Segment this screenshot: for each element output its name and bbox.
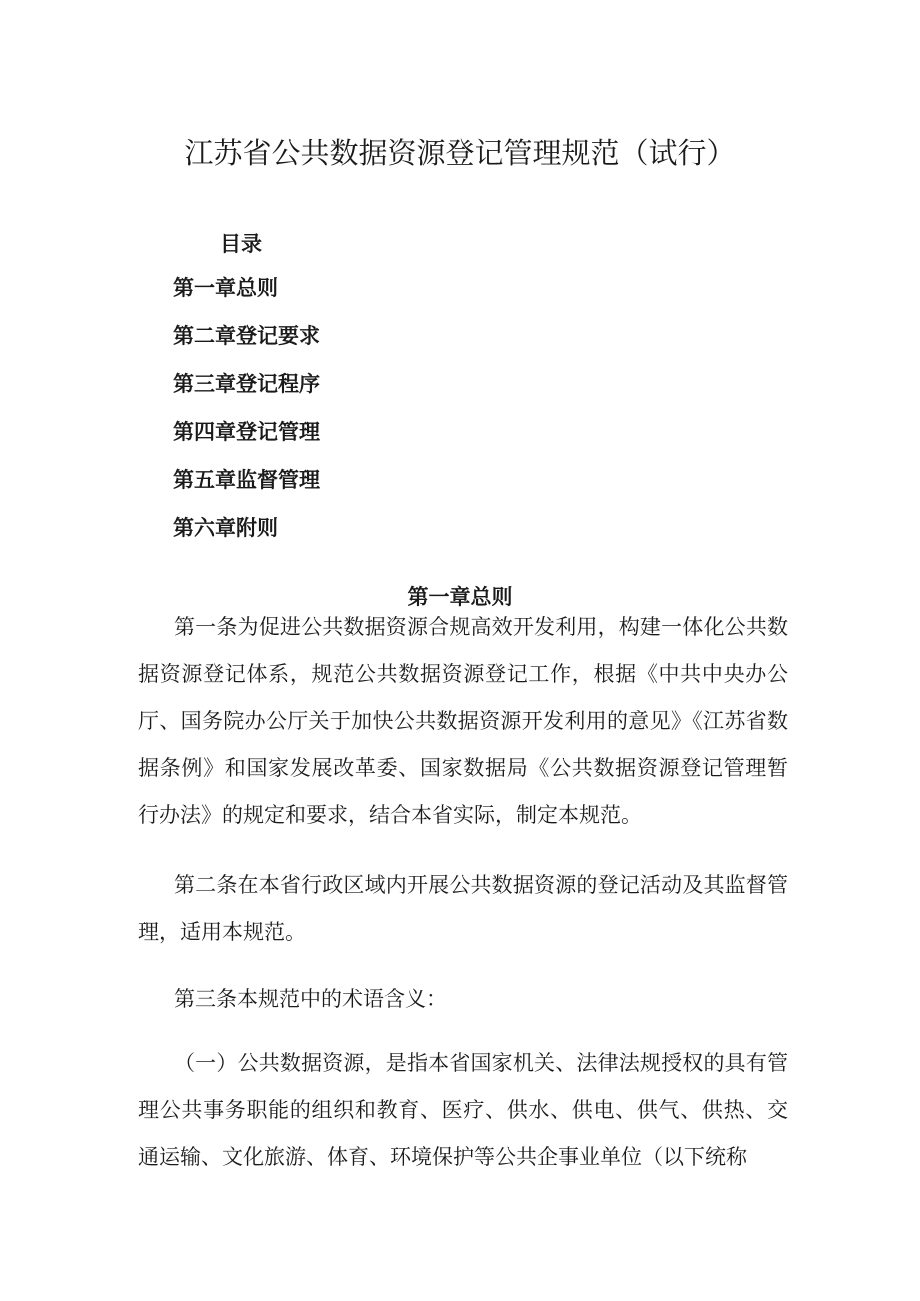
toc-item-chapter-5: 第五章监督管理 [173, 468, 320, 492]
article-3-item-1-paragraph: （一）公共数据资源，是指本省国家机关、法律法规授权的具有管理公共事务职能的组织和教育、医疗、供水、供电、供气、供热、交通运输、文化旅游、体育、环境保护等公共企事业单位（以下统称 [138, 1051, 788, 1169]
document-title: 江苏省公共数据资源登记管理规范（试行） [184, 136, 736, 171]
table-of-contents [173, 276, 320, 564]
toc-item-chapter-1: 第一章总则 [173, 276, 278, 300]
toc-item-chapter-6: 第六章附则 [173, 516, 278, 540]
toc-item-chapter-2: 第二章登记要求 [173, 324, 320, 348]
chapter-heading: 第一章总则 [407, 585, 513, 610]
toc-item-chapter-3: 第三章登记程序 [173, 372, 320, 396]
article-3-paragraph: 第三条本规范中的术语含义： [174, 987, 447, 1011]
toc-item-chapter-4: 第四章登记管理 [173, 420, 320, 444]
article-1-paragraph: 第一条为促进公共数据资源合规高效开发利用，构建一体化公共数据资源登记体系，规范公共数据资源登记工作，根据《中共中央办公厅、国务院办公厅关于加快公共数据资源开发利用的意见》《江苏省数据条例》和国家发展改革委、国家数据局《公共数据资源登记管理暂行办法》的规定和要求，结合本省实际，制定本规范。 [138, 615, 788, 827]
article-2-paragraph: 第二条在本省行政区域内开展公共数据资源的登记活动及其监督管理，适用本规范。 [138, 873, 788, 944]
toc-heading: 目录 [220, 232, 262, 256]
